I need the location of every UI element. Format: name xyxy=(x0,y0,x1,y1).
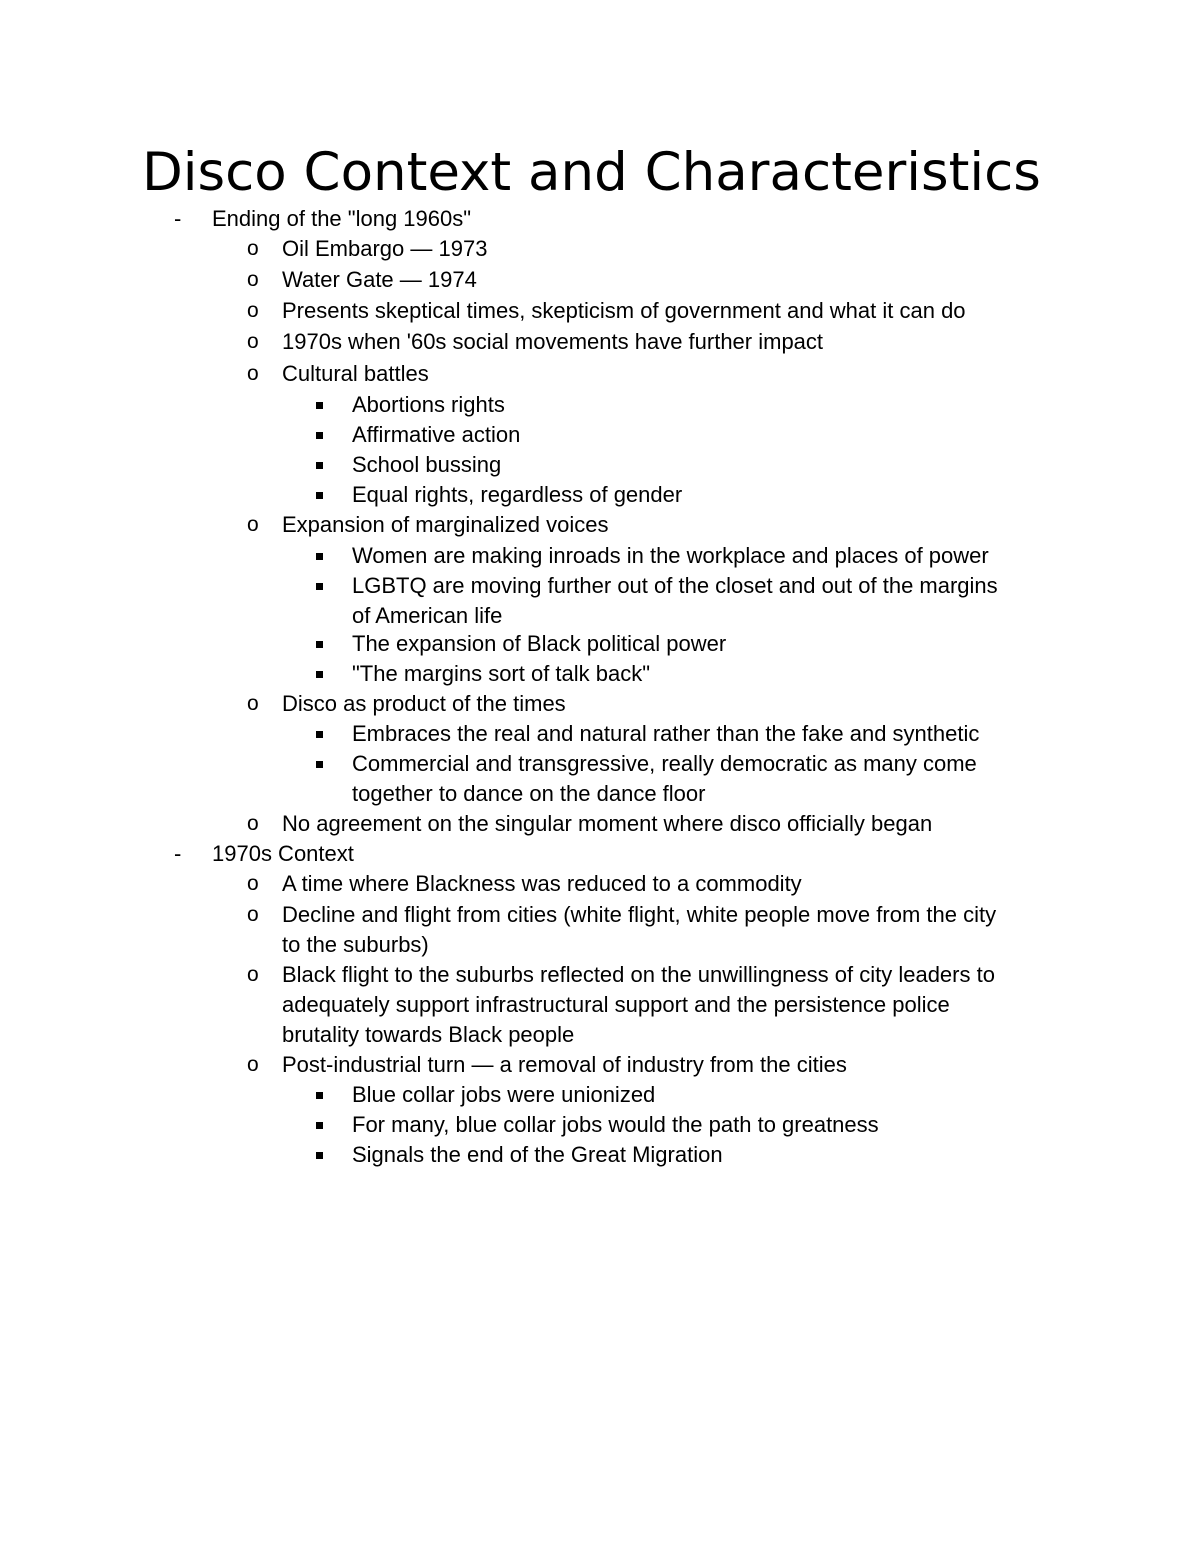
list-item-text: Cultural battles xyxy=(282,361,429,386)
list-item-level3 xyxy=(0,749,1200,779)
circle-bullet: o xyxy=(247,903,259,926)
list-item-text: Presents skeptical times, skepticism of government and what it can do xyxy=(282,298,966,323)
list-item-text: Signals the end of the Great Migration xyxy=(352,1142,723,1167)
list-item-text: LGBTQ are moving further out of the closet and out of the margins xyxy=(352,573,998,598)
list-item-text: School bussing xyxy=(352,452,502,477)
list-item-text: to the suburbs) xyxy=(282,932,429,957)
square-bullet-icon xyxy=(316,1092,323,1099)
list-item-continuation xyxy=(0,930,1200,960)
list-item-text: Ending of the "long 1960s" xyxy=(212,206,472,231)
list-item-text: Embraces the real and natural rather than the fake and synthetic xyxy=(352,721,980,746)
circle-bullet: o xyxy=(247,268,259,291)
list-item-text: 1970s Context xyxy=(212,841,354,866)
list-item-level3 xyxy=(0,1080,1200,1110)
square-bullet-icon xyxy=(316,583,323,590)
square-bullet-icon xyxy=(316,731,323,738)
square-bullet-icon xyxy=(316,432,323,439)
list-item-level2 xyxy=(0,359,1200,390)
list-item-level3 xyxy=(0,420,1200,450)
list-item-text: Abortions rights xyxy=(352,392,505,417)
list-item-text: 1970s when '60s social movements have further impact xyxy=(282,329,824,354)
list-item-continuation xyxy=(0,601,1200,629)
list-item-level3 xyxy=(0,1140,1200,1170)
list-item-text: Blue collar jobs were unionized xyxy=(352,1082,656,1107)
list-item-text: Disco as product of the times xyxy=(282,691,566,716)
circle-bullet: o xyxy=(247,330,259,353)
list-item-level3 xyxy=(0,719,1200,749)
list-item-level3 xyxy=(0,571,1200,601)
list-item-text: No agreement on the singular moment where disco officially began xyxy=(282,811,933,836)
page-title: Disco Context and Characteristics xyxy=(142,142,1041,203)
list-item-continuation xyxy=(0,990,1200,1020)
square-bullet-icon xyxy=(316,1152,323,1159)
list-item-text: Equal rights, regardless of gender xyxy=(352,482,683,507)
list-item-level2 xyxy=(0,689,1200,719)
list-item-text: Black flight to the suburbs reflected on the unwillingness of city leaders to xyxy=(282,962,995,987)
circle-bullet: o xyxy=(247,692,259,715)
list-item-level3 xyxy=(0,450,1200,480)
list-item-level1 xyxy=(0,204,1200,234)
circle-bullet: o xyxy=(247,362,259,385)
list-item-level2 xyxy=(0,234,1200,265)
outline xyxy=(0,204,1200,1170)
list-item-text: Affirmative action xyxy=(352,422,521,447)
list-item-level2 xyxy=(0,960,1200,990)
dash-bullet: - xyxy=(174,841,182,866)
list-item-level2 xyxy=(0,510,1200,541)
dash-bullet: - xyxy=(174,206,182,231)
list-item-level3 xyxy=(0,541,1200,571)
square-bullet-icon xyxy=(316,761,323,768)
square-bullet-icon xyxy=(316,553,323,560)
list-item-level2 xyxy=(0,809,1200,839)
list-item-text: The expansion of Black political power xyxy=(352,631,727,656)
circle-bullet: o xyxy=(247,1053,259,1076)
square-bullet-icon xyxy=(316,641,323,648)
square-bullet-icon xyxy=(316,402,323,409)
list-item-level2 xyxy=(0,265,1200,296)
list-item-level2 xyxy=(0,900,1200,930)
list-item-level3 xyxy=(0,390,1200,420)
circle-bullet: o xyxy=(247,237,259,260)
list-item-level3 xyxy=(0,629,1200,659)
square-bullet-icon xyxy=(316,462,323,469)
list-item-level2 xyxy=(0,1050,1200,1080)
circle-bullet: o xyxy=(247,963,259,986)
list-item-level3 xyxy=(0,659,1200,689)
list-item-text: Expansion of marginalized voices xyxy=(282,512,609,537)
list-item-text: A time where Blackness was reduced to a commodity xyxy=(282,871,802,896)
circle-bullet: o xyxy=(247,812,259,835)
list-item-continuation xyxy=(0,779,1200,809)
list-item-text: For many, blue collar jobs would the path to greatness xyxy=(352,1112,879,1137)
square-bullet-icon xyxy=(316,1122,323,1129)
list-item-text: Water Gate — 1974 xyxy=(282,267,477,292)
list-item-level3 xyxy=(0,1110,1200,1140)
list-item-text: Decline and flight from cities (white flight, white people move from the city xyxy=(282,902,997,927)
square-bullet-icon xyxy=(316,671,323,678)
list-item-level1 xyxy=(0,839,1200,869)
circle-bullet: o xyxy=(247,872,259,895)
list-item-text: "The margins sort of talk back" xyxy=(352,661,651,686)
list-item-text: Women are making inroads in the workplace and places of power xyxy=(352,543,989,568)
list-item-level2 xyxy=(0,327,1200,359)
list-item-level2 xyxy=(0,296,1200,327)
list-item-text: adequately support infrastructural support and the persistence police xyxy=(282,992,950,1017)
list-item-level3 xyxy=(0,480,1200,510)
list-item-text: Post-industrial turn — a removal of industry from the cities xyxy=(282,1052,847,1077)
list-item-text: Oil Embargo — 1973 xyxy=(282,236,488,261)
list-item-text: Commercial and transgressive, really democratic as many come xyxy=(352,751,977,776)
square-bullet-icon xyxy=(316,492,323,499)
list-item-continuation xyxy=(0,1020,1200,1050)
list-item-text: brutality towards Black people xyxy=(282,1022,575,1047)
list-item-text: of American life xyxy=(352,603,503,628)
circle-bullet: o xyxy=(247,299,259,322)
circle-bullet: o xyxy=(247,513,259,536)
list-item-level2 xyxy=(0,869,1200,900)
list-item-text: together to dance on the dance floor xyxy=(352,781,706,806)
